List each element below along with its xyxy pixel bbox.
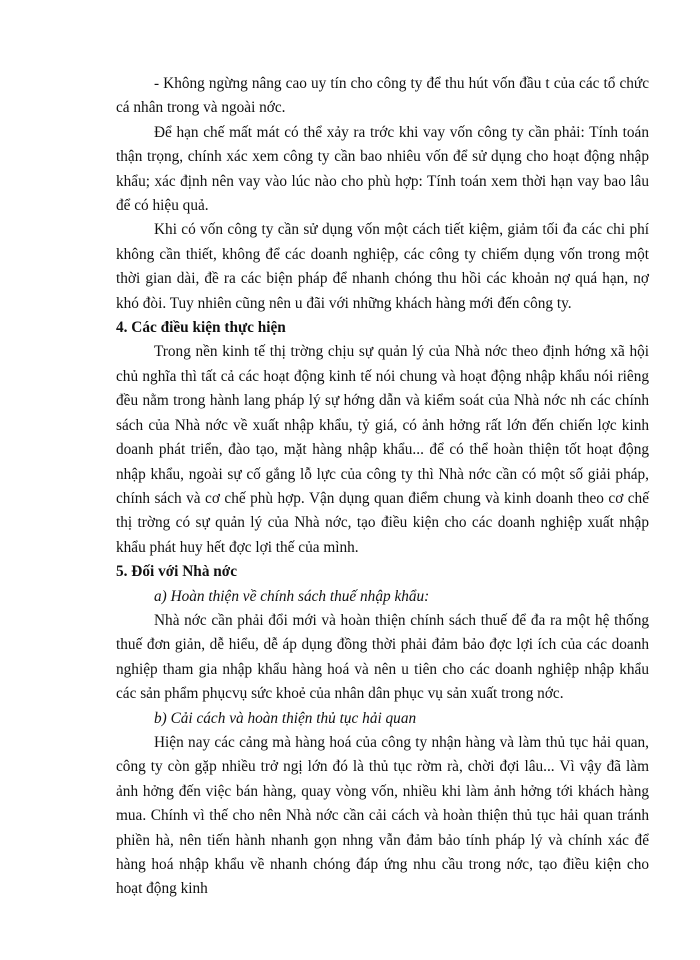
paragraph-attract-investment: - Không ngừng nâng cao uy tín cho công ty để thu hút vốn đầu t của các tổ chức cá nhân trong và ngoài nớc. xyxy=(116,75,649,117)
subheading-tax-policy: a) Hoàn thiện về chính sách thuế nhập khẩu: xyxy=(154,587,430,605)
section-heading-conditions: 4. Các điều kiện thực hiện xyxy=(116,319,286,337)
paragraph-customs-reform: Hiện nay các cảng mà hàng hoá của công ty nhận hàng và làm thủ tục hải quan, công ty còn gặp nhiều trở ngị lớn đó là thủ tục rờm rà, chời đợi lâu... Vì vậy đã làm ảnh hởng đến việc bán hàng, quay vòng vốn, nhiều khi làm ảnh hởng tới khách hàng mua. Chính vì thế cho nên Nhà nớc cần cải cách và hoàn thiện thủ tục hải quan tránh phiền hà, nên tiến hành nhanh gọn nhng vẫn đảm bảo tính pháp lý và chính xác để hàng hoá nhập khẩu về nhanh chóng đáp ứng nhu cầu trong nớc, tạo điều kiện cho hoạt động kinh xyxy=(116,733,649,898)
document-page xyxy=(116,72,649,902)
subheading-customs-reform: b) Cải cách và hoàn thiện thủ tục hải quan xyxy=(154,709,417,727)
paragraph-capital-use: Khi có vốn công ty cần sử dụng vốn một cách tiết kiệm, giảm tối đa các chi phí không cần thiết, không để các doanh nghiệp, các công ty chiếm dụng vốn trong một thời gian dài, đề ra các biện pháp để nhanh chóng thu hồi các khoản nợ quá hạn, nợ khó đòi. Tuy nhiên cũng nên u đãi với những khách hàng mới đến công ty. xyxy=(116,221,649,312)
section-heading-state: 5. Đối với Nhà nớc xyxy=(116,563,238,581)
paragraph-limit-loss: Để hạn chế mất mát có thể xảy ra trớc khi vay vốn công ty cần phải: Tính toán thận trọng, chính xác xem công ty cần bao nhiêu vốn để sử dụng cho hoạt động nhập khẩu; xác định nên vay vào lúc nào cho phù hợp: Tính toán xem thời hạn vay bao lâu để có hiệu quả. xyxy=(116,123,649,215)
paragraph-tax-policy: Nhà nớc cần phải đổi mới và hoàn thiện chính sách thuế để đa ra một hệ thống thuế đơn giản, dễ hiểu, dễ áp dụng đồng thời phải đảm bảo đợc lợi ích của các doanh nghiệp tham gia nhập khẩu hàng hoá và nên u tiên cho các doanh nghiệp nhập khẩu các sản phẩm phụcvụ sức khoẻ của nhân dân phục vụ sản xuất trong nớc. xyxy=(116,611,649,703)
paragraph-market-economy: Trong nền kinh tế thị trờng chịu sự quản lý của Nhà nớc theo định hớng xã hội chủ nghĩa thì tất cả các hoạt động kinh tế nói chung và hoạt động nhập khẩu nói riêng đều nằm trong hành lang pháp lý sự hớng dẫn và kiểm soát của Nhà nớc nh các chính sách của Nhà nớc về xuất nhập khẩu, tỷ giá, có ảnh hởng rất lớn đến chiến lợc kinh doanh phát triển, đào tạo, mặt hàng nhập khẩu... để có thể hoàn thiện tốt hoạt động nhập khẩu, ngoài sự cố gắng lỗ lực của công ty thì Nhà nớc cần có một số giải pháp, chính sách và cơ chế phù hợp. Vận dụng quan điểm chung và kinh doanh theo cơ chế thị trờng có sự quản lý của Nhà nớc, tạo điều kiện cho các doanh nghiệp xuất nhập khẩu phát huy hết đợc lợi thế của mình. xyxy=(116,343,649,556)
